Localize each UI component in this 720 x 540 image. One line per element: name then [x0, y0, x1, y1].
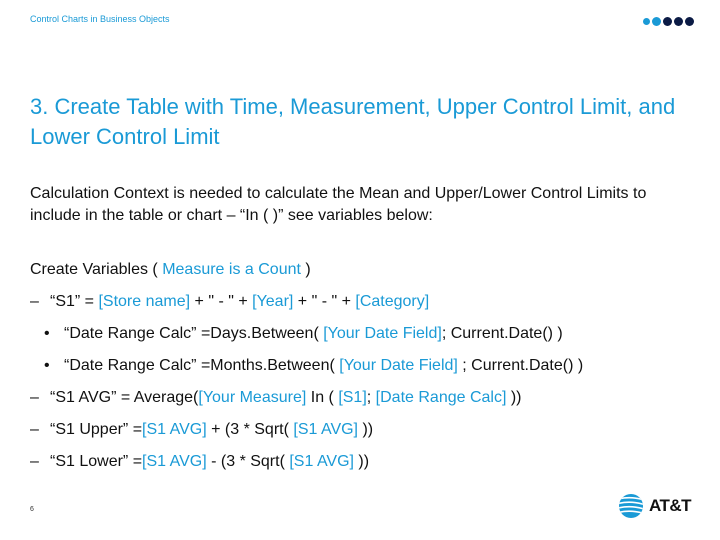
slide-title: 3. Create Table with Time, Measurement, Upper Control Limit, and Lower Control Limit	[30, 94, 676, 149]
att-logo	[618, 493, 691, 519]
item-s1-avg: – “S1 AVG” = Average([Your Measure] In ( [S1]; [Date Range Calc] ))	[30, 389, 522, 406]
item-s1: – “S1” = [Store name] + " - " + [Year] + " - " + [Category]	[30, 293, 430, 310]
logo-text: AT&T	[649, 496, 692, 515]
item-date-range-days: • “Date Range Calc” =Days.Between( [Your Date Field]; Current.Date() )	[44, 325, 563, 342]
brand-dots-icon	[643, 17, 694, 26]
header-title: Control Charts in Business Objects	[30, 14, 170, 24]
variables-header: Create Variables ( Measure is a Count )	[30, 261, 311, 278]
item-date-range-months: • “Date Range Calc” =Months.Between( [Your Date Field] ; Current.Date() )	[44, 357, 584, 374]
att-globe-icon	[618, 493, 644, 519]
item-s1-lower: – “S1 Lower” =[S1 AVG] - (3 * Sqrt( [S1 AVG] ))	[30, 453, 370, 470]
intro-paragraph: Calculation Context is needed to calculate the Mean and Upper/Lower Control Limits to include in the table or chart – “In ( )” see variables below:	[30, 185, 647, 224]
page-number: 6	[30, 506, 34, 513]
item-s1-upper: – “S1 Upper” =[S1 AVG] + (3 * Sqrt( [S1 AVG] ))	[30, 421, 374, 438]
